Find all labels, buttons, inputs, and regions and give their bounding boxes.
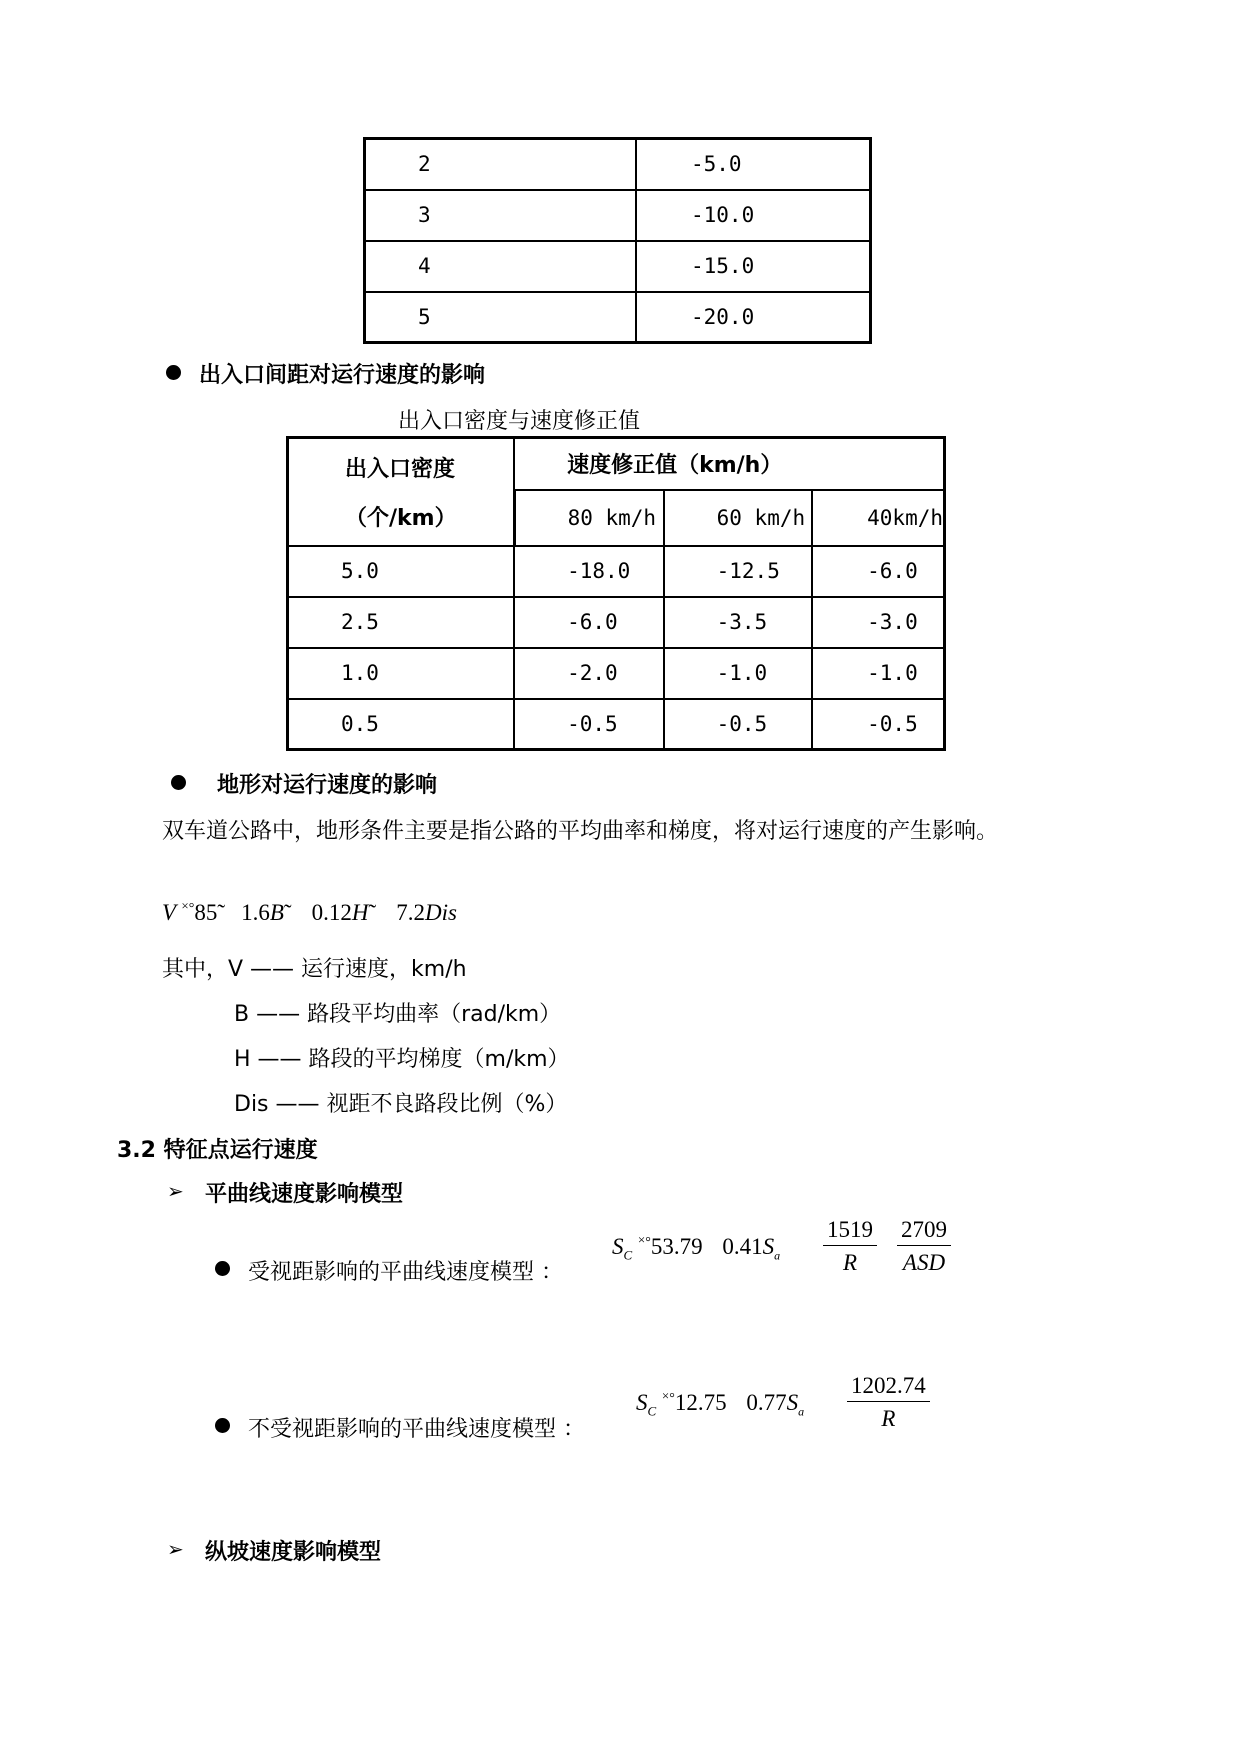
table-cell: -6.0 [514, 597, 664, 648]
arrow-bullet-icon: ➢ [167, 1179, 184, 1203]
where-line-b: B —— 路段平均曲率（rad/km） [234, 1002, 562, 1027]
section-heading-3-2: 3.2 特征点运行速度 [117, 1138, 318, 1163]
access-density-table [286, 436, 946, 751]
table-caption: 出入口密度与速度修正值 [398, 409, 641, 434]
table-cell: -0.5 [812, 699, 944, 750]
model1-fraction-1 [823, 1217, 877, 1276]
table-cell: 2 [365, 139, 637, 190]
bullet-icon [215, 1261, 230, 1276]
sub-header-60: 60 km/h [664, 490, 813, 546]
table-cell: 0.5 [288, 699, 515, 750]
table-cell: -3.5 [664, 597, 813, 648]
bullet-icon [166, 365, 181, 380]
table-cell: -12.5 [664, 546, 813, 597]
where-line-h: H —— 路段的平均梯度（m/km） [234, 1047, 570, 1072]
where-line-v: 其中，V —— 运行速度，km/h [162, 957, 467, 982]
table-cell: -5.0 [636, 139, 871, 190]
model2-fraction-num: 1202.74 [847, 1373, 930, 1402]
terrain-speed-formula: V ×°85 1.6B 0.12H 7.2Dis [162, 898, 457, 925]
speed-group-header: 速度修正值（km/h） [514, 438, 944, 490]
table-cell: -1.0 [664, 648, 813, 699]
model2-fraction [847, 1373, 930, 1432]
density-header-line2: （个/km） [345, 505, 457, 531]
model1-fraction-2-den: ASD [902, 1250, 946, 1275]
table-cell: -0.5 [514, 699, 664, 750]
table-cell: -10.0 [636, 190, 871, 241]
model2-label: 不受视距影响的平曲线速度模型 ： [248, 1417, 585, 1442]
arrow-bullet-icon: ➢ [167, 1537, 184, 1561]
bullet-icon [171, 775, 186, 790]
model1-fraction-1-den: R [842, 1250, 858, 1275]
density-header-cell [288, 438, 515, 546]
table-cell: -1.0 [812, 648, 944, 699]
model2-fraction-den: R [881, 1406, 896, 1431]
model1-fraction-2-num: 2709 [897, 1217, 951, 1246]
bullet-icon [215, 1418, 230, 1433]
table-cell: 5.0 [288, 546, 515, 597]
table-cell: 5 [365, 292, 637, 343]
table-cell: -0.5 [664, 699, 813, 750]
sub-header-80: 80 km/h [514, 490, 664, 546]
model1-formula: $S_C$ ×°53.79 $0.41S_a$ [612, 1232, 781, 1263]
table-cell: -6.0 [812, 546, 944, 597]
sub-header-40: 40km/h [812, 490, 944, 546]
table-cell: -2.0 [514, 648, 664, 699]
subheading-longitudinal-grade: 纵坡速度影响模型 [205, 1540, 382, 1565]
table-cell: 2.5 [288, 597, 515, 648]
table-cell: 1.0 [288, 648, 515, 699]
model1-fraction-2 [897, 1217, 951, 1276]
subheading-horizontal-curve: 平曲线速度影响模型 [205, 1182, 404, 1207]
table-cell: -18.0 [514, 546, 664, 597]
table-cell: -15.0 [636, 241, 871, 292]
table-cell: -3.0 [812, 597, 944, 648]
section-heading-terrain: 地形对运行速度的影响 [217, 773, 438, 798]
table-cell: -20.0 [636, 292, 871, 343]
section-heading-access: 出入口间距对运行速度的影响 [199, 363, 486, 388]
density-header-line1: 出入口密度 [345, 456, 456, 482]
model1-label: 受视距影响的平曲线速度模型 ： [248, 1260, 563, 1285]
table-cell: 4 [365, 241, 637, 292]
where-line-dis: Dis —— 视距不良路段比例（%） [234, 1092, 568, 1117]
speed-correction-table-1 [363, 137, 872, 344]
model2-formula: $S_C$ ×°12.75 $0.77S_a$ [636, 1388, 805, 1419]
table-cell: 3 [365, 190, 637, 241]
model1-fraction-1-num: 1519 [823, 1217, 877, 1246]
terrain-paragraph: 双车道公路中，地形条件主要是指公路的平均曲率和梯度，将对运行速度的产生影响。 [162, 819, 999, 844]
